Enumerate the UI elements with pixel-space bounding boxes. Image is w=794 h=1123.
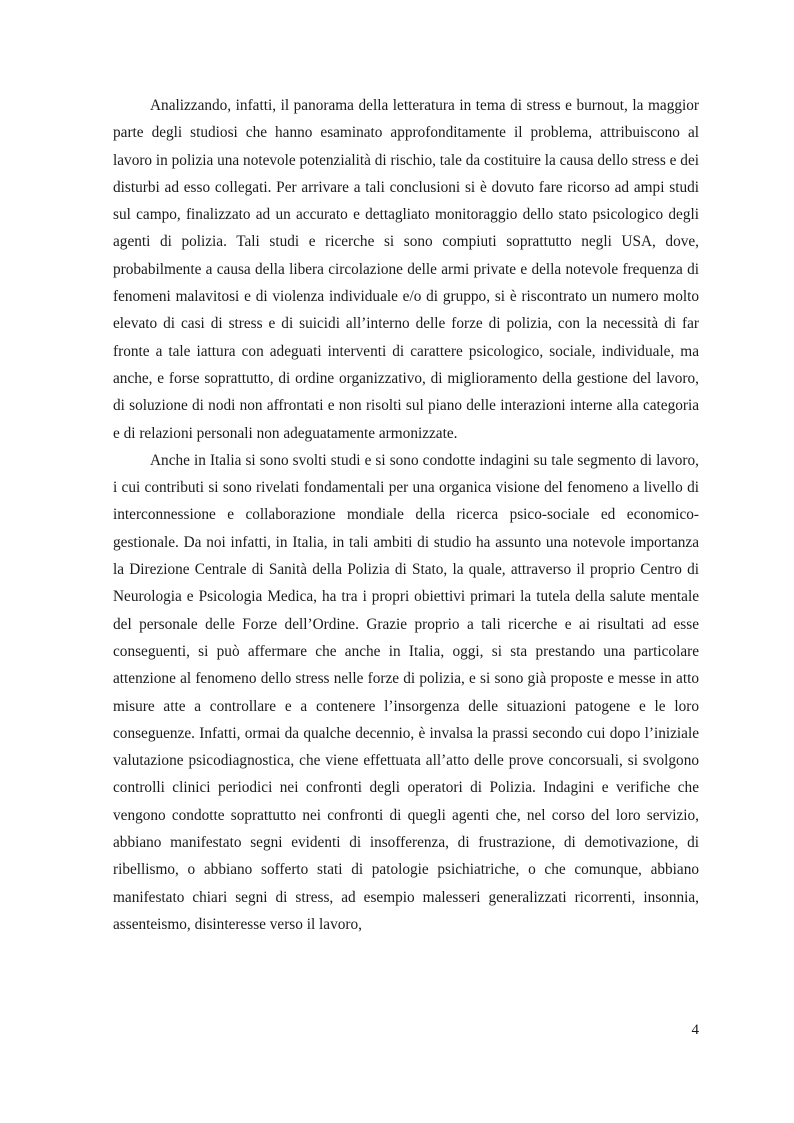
paragraph-2: Anche in Italia si sono svolti studi e si sono condotte indagini su tale segmento di lavoro, i cui contributi si sono rivelati fondamentali per una organica visione del fenomeno a livello di interconnessione e collaborazione mondiale della ricerca psico-sociale ed economico-gestionale. Da noi infatti, in Italia, in tali ambiti di studio ha assunto una notevole importanza la Direzione Centrale di Sanità della Polizia di Stato, la quale, attraverso il proprio Centro di Neurologia e Psicologia Medica, ha tra i propri obiettivi primari la tutela della salute mentale del personale delle Forze dell’Ordine. Grazie proprio a tali ricerche e ai risultati ad esse conseguenti, si può affermare che anche in Italia, oggi, si sta prestando una particolare attenzione al fenomeno dello stress nelle forze di polizia, e si sono già proposte e messe in atto misure atte a controllare e a contenere l’insorgenza delle situazioni patogene e le loro conseguenze. Infatti, ormai da qualche decennio, è invalsa la prassi secondo cui dopo l’iniziale valutazione psicodiagnostica, che viene effettuata all’atto delle prove concorsuali, si svolgono controlli clinici periodici nei confronti degli operatori di Polizia. Indagini e verifiche che vengono condotte soprattutto nei confronti di quegli agenti che, nel corso del loro servizio, abbiano manifestato segni evidenti di insofferenza, di frustrazione, di demotivazione, di ribellismo, o abbiano sofferto stati di patologie psichiatriche, o che comunque, abbiano manifestato chiari segni di stress, ad esempio malesseri generalizzati ricorrenti, insonnia, assenteismo, disinteresse verso il lavoro,: [113, 451, 699, 933]
page-number: 4: [691, 1022, 699, 1038]
body-text: [113, 92, 699, 938]
paragraph-1: Analizzando, infatti, il panorama della letteratura in tema di stress e burnout, la maggior parte degli studiosi che hanno esaminato approfonditamente il problema, attribuiscono al lavoro in polizia una notevole potenzialità di rischio, tale da costituire la causa dello stress e dei disturbi ad esso collegati. Per arrivare a tali conclusioni si è dovuto fare ricorso ad ampi studi sul campo, finalizzato ad un accurato e dettagliato monitoraggio dello stato psicologico degli agenti di polizia. Tali studi e ricerche si sono compiuti soprattutto negli USA, dove, probabilmente a causa della libera circolazione delle armi private e della notevole frequenza di fenomeni malavitosi e di violenza individuale e/o di gruppo, si è riscontrato un numero molto elevato di casi di stress e di suicidi all’interno delle forze di polizia, con la necessità di far fronte a tale iattura con adeguati interventi di carattere psicologico, sociale, individuale, ma anche, e forse soprattutto, di ordine organizzativo, di miglioramento della gestione del lavoro, di soluzione di nodi non affrontati e non risolti sul piano delle interazioni interne alla categoria e di relazioni personali non adeguatamente armonizzate.: [113, 97, 699, 442]
